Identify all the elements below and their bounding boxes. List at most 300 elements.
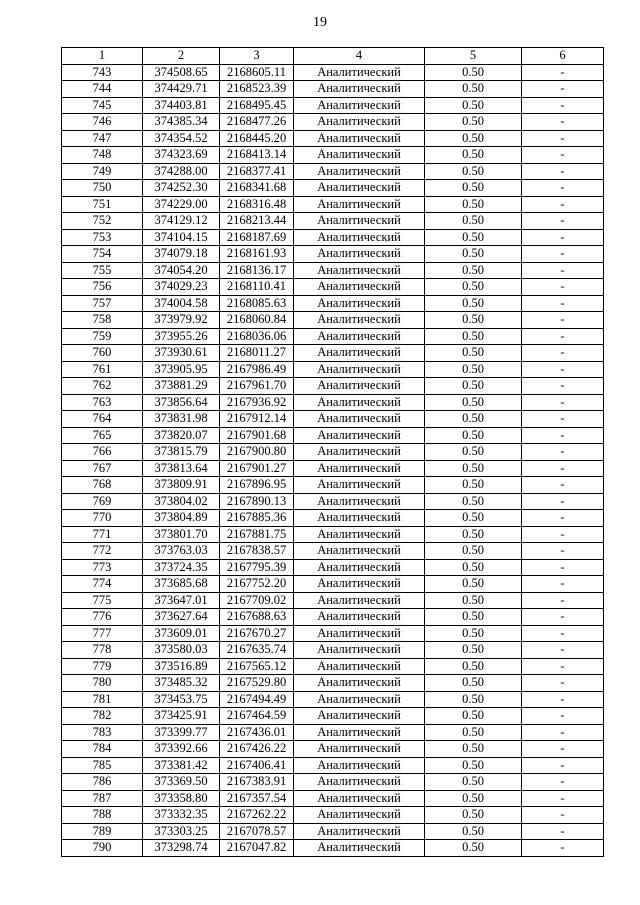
accuracy-cell: 0.50 (425, 526, 522, 543)
method-cell: Аналитический (294, 394, 425, 411)
y-coordinate-cell: 2168445.20 (220, 130, 294, 147)
header-cell-4: 4 (294, 48, 425, 65)
method-cell: Аналитический (294, 840, 425, 857)
accuracy-cell: 0.50 (425, 246, 522, 263)
table-row (62, 543, 604, 560)
x-coordinate-cell: 374429.71 (143, 81, 220, 98)
accuracy-cell: 0.50 (425, 196, 522, 213)
x-coordinate-cell: 373425.91 (143, 708, 220, 725)
method-cell: Аналитический (294, 625, 425, 642)
table-row (62, 724, 604, 741)
x-coordinate-cell: 373979.92 (143, 312, 220, 329)
point-number-cell: 768 (62, 477, 143, 494)
point-number-cell: 780 (62, 675, 143, 692)
table-row (62, 394, 604, 411)
table-row (62, 625, 604, 642)
method-cell: Аналитический (294, 345, 425, 362)
x-coordinate-cell: 373809.91 (143, 477, 220, 494)
coordinates-table (61, 47, 604, 857)
x-coordinate-cell: 373381.42 (143, 757, 220, 774)
accuracy-cell: 0.50 (425, 312, 522, 329)
method-cell: Аналитический (294, 708, 425, 725)
method-cell: Аналитический (294, 642, 425, 659)
x-coordinate-cell: 373724.35 (143, 559, 220, 576)
method-cell: Аналитический (294, 411, 425, 428)
accuracy-cell: 0.50 (425, 229, 522, 246)
point-number-cell: 766 (62, 444, 143, 461)
accuracy-cell: 0.50 (425, 774, 522, 791)
x-coordinate-cell: 374054.20 (143, 262, 220, 279)
y-coordinate-cell: 2167688.63 (220, 609, 294, 626)
note-cell: - (522, 312, 604, 329)
point-number-cell: 743 (62, 64, 143, 81)
method-cell: Аналитический (294, 64, 425, 81)
point-number-cell: 748 (62, 147, 143, 164)
accuracy-cell: 0.50 (425, 130, 522, 147)
table-row (62, 213, 604, 230)
y-coordinate-cell: 2167986.49 (220, 361, 294, 378)
table-row (62, 790, 604, 807)
method-cell: Аналитический (294, 741, 425, 758)
y-coordinate-cell: 2167357.54 (220, 790, 294, 807)
accuracy-cell: 0.50 (425, 477, 522, 494)
accuracy-cell: 0.50 (425, 295, 522, 312)
method-cell: Аналитический (294, 312, 425, 329)
y-coordinate-cell: 2168136.17 (220, 262, 294, 279)
y-coordinate-cell: 2167383.91 (220, 774, 294, 791)
point-number-cell: 754 (62, 246, 143, 263)
method-cell: Аналитический (294, 477, 425, 494)
accuracy-cell: 0.50 (425, 708, 522, 725)
method-cell: Аналитический (294, 147, 425, 164)
accuracy-cell: 0.50 (425, 510, 522, 527)
x-coordinate-cell: 373399.77 (143, 724, 220, 741)
accuracy-cell: 0.50 (425, 328, 522, 345)
point-number-cell: 759 (62, 328, 143, 345)
accuracy-cell: 0.50 (425, 97, 522, 114)
y-coordinate-cell: 2167901.68 (220, 427, 294, 444)
x-coordinate-cell: 373881.29 (143, 378, 220, 395)
y-coordinate-cell: 2167961.70 (220, 378, 294, 395)
point-number-cell: 770 (62, 510, 143, 527)
accuracy-cell: 0.50 (425, 147, 522, 164)
table-row (62, 246, 604, 263)
table-row (62, 592, 604, 609)
table-row (62, 411, 604, 428)
x-coordinate-cell: 374229.00 (143, 196, 220, 213)
table-row (62, 658, 604, 675)
method-cell: Аналитический (294, 130, 425, 147)
x-coordinate-cell: 373685.68 (143, 576, 220, 593)
point-number-cell: 769 (62, 493, 143, 510)
table-row (62, 97, 604, 114)
point-number-cell: 755 (62, 262, 143, 279)
y-coordinate-cell: 2167565.12 (220, 658, 294, 675)
table-row (62, 823, 604, 840)
x-coordinate-cell: 373930.61 (143, 345, 220, 362)
accuracy-cell: 0.50 (425, 625, 522, 642)
method-cell: Аналитический (294, 724, 425, 741)
note-cell: - (522, 213, 604, 230)
point-number-cell: 781 (62, 691, 143, 708)
point-number-cell: 751 (62, 196, 143, 213)
note-cell: - (522, 708, 604, 725)
accuracy-cell: 0.50 (425, 213, 522, 230)
x-coordinate-cell: 373955.26 (143, 328, 220, 345)
x-coordinate-cell: 374323.69 (143, 147, 220, 164)
y-coordinate-cell: 2168060.84 (220, 312, 294, 329)
x-coordinate-cell: 374385.34 (143, 114, 220, 131)
point-number-cell: 750 (62, 180, 143, 197)
point-number-cell: 764 (62, 411, 143, 428)
x-coordinate-cell: 373801.70 (143, 526, 220, 543)
note-cell: - (522, 130, 604, 147)
accuracy-cell: 0.50 (425, 823, 522, 840)
point-number-cell: 749 (62, 163, 143, 180)
y-coordinate-cell: 2167406.41 (220, 757, 294, 774)
x-coordinate-cell: 373804.02 (143, 493, 220, 510)
accuracy-cell: 0.50 (425, 460, 522, 477)
accuracy-cell: 0.50 (425, 411, 522, 428)
method-cell: Аналитический (294, 328, 425, 345)
table-row (62, 229, 604, 246)
note-cell: - (522, 279, 604, 296)
x-coordinate-cell: 374104.15 (143, 229, 220, 246)
note-cell: - (522, 658, 604, 675)
point-number-cell: 786 (62, 774, 143, 791)
method-cell: Аналитический (294, 163, 425, 180)
note-cell: - (522, 229, 604, 246)
accuracy-cell: 0.50 (425, 427, 522, 444)
table-row (62, 675, 604, 692)
table-row (62, 609, 604, 626)
x-coordinate-cell: 373647.01 (143, 592, 220, 609)
x-coordinate-cell: 373856.64 (143, 394, 220, 411)
point-number-cell: 760 (62, 345, 143, 362)
accuracy-cell: 0.50 (425, 642, 522, 659)
y-coordinate-cell: 2167896.95 (220, 477, 294, 494)
point-number-cell: 765 (62, 427, 143, 444)
method-cell: Аналитический (294, 196, 425, 213)
x-coordinate-cell: 374403.81 (143, 97, 220, 114)
table-row (62, 807, 604, 824)
x-coordinate-cell: 374508.65 (143, 64, 220, 81)
accuracy-cell: 0.50 (425, 724, 522, 741)
note-cell: - (522, 774, 604, 791)
point-number-cell: 777 (62, 625, 143, 642)
note-cell: - (522, 411, 604, 428)
method-cell: Аналитический (294, 378, 425, 395)
point-number-cell: 789 (62, 823, 143, 840)
note-cell: - (522, 840, 604, 857)
method-cell: Аналитический (294, 262, 425, 279)
table-row (62, 328, 604, 345)
table-row (62, 708, 604, 725)
x-coordinate-cell: 373369.50 (143, 774, 220, 791)
point-number-cell: 775 (62, 592, 143, 609)
method-cell: Аналитический (294, 510, 425, 527)
note-cell: - (522, 823, 604, 840)
y-coordinate-cell: 2168213.44 (220, 213, 294, 230)
point-number-cell: 782 (62, 708, 143, 725)
method-cell: Аналитический (294, 114, 425, 131)
x-coordinate-cell: 373609.01 (143, 625, 220, 642)
header-cell-2: 2 (143, 48, 220, 65)
table-row (62, 81, 604, 98)
y-coordinate-cell: 2167900.80 (220, 444, 294, 461)
y-coordinate-cell: 2167709.02 (220, 592, 294, 609)
table-row (62, 477, 604, 494)
note-cell: - (522, 493, 604, 510)
x-coordinate-cell: 373905.95 (143, 361, 220, 378)
note-cell: - (522, 675, 604, 692)
header-cell-6: 6 (522, 48, 604, 65)
y-coordinate-cell: 2167885.36 (220, 510, 294, 527)
point-number-cell: 778 (62, 642, 143, 659)
y-coordinate-cell: 2168477.26 (220, 114, 294, 131)
method-cell: Аналитический (294, 658, 425, 675)
note-cell: - (522, 147, 604, 164)
x-coordinate-cell: 373516.89 (143, 658, 220, 675)
table-row (62, 180, 604, 197)
point-number-cell: 767 (62, 460, 143, 477)
point-number-cell: 774 (62, 576, 143, 593)
table-row (62, 559, 604, 576)
x-coordinate-cell: 373332.35 (143, 807, 220, 824)
note-cell: - (522, 444, 604, 461)
accuracy-cell: 0.50 (425, 691, 522, 708)
y-coordinate-cell: 2168110.41 (220, 279, 294, 296)
y-coordinate-cell: 2168161.93 (220, 246, 294, 263)
point-number-cell: 779 (62, 658, 143, 675)
note-cell: - (522, 345, 604, 362)
table-row (62, 741, 604, 758)
note-cell: - (522, 543, 604, 560)
x-coordinate-cell: 373815.79 (143, 444, 220, 461)
method-cell: Аналитический (294, 213, 425, 230)
table-body (62, 64, 604, 856)
table-row (62, 444, 604, 461)
point-number-cell: 747 (62, 130, 143, 147)
y-coordinate-cell: 2168085.63 (220, 295, 294, 312)
note-cell: - (522, 180, 604, 197)
table-row (62, 163, 604, 180)
method-cell: Аналитический (294, 691, 425, 708)
table-row (62, 147, 604, 164)
method-cell: Аналитический (294, 807, 425, 824)
point-number-cell: 745 (62, 97, 143, 114)
accuracy-cell: 0.50 (425, 163, 522, 180)
method-cell: Аналитический (294, 592, 425, 609)
point-number-cell: 784 (62, 741, 143, 758)
method-cell: Аналитический (294, 361, 425, 378)
y-coordinate-cell: 2167890.13 (220, 493, 294, 510)
x-coordinate-cell: 373303.25 (143, 823, 220, 840)
table-row (62, 691, 604, 708)
table-header (62, 48, 604, 65)
point-number-cell: 761 (62, 361, 143, 378)
y-coordinate-cell: 2167436.01 (220, 724, 294, 741)
method-cell: Аналитический (294, 444, 425, 461)
note-cell: - (522, 427, 604, 444)
note-cell: - (522, 724, 604, 741)
note-cell: - (522, 642, 604, 659)
accuracy-cell: 0.50 (425, 592, 522, 609)
table-row (62, 295, 604, 312)
point-number-cell: 787 (62, 790, 143, 807)
table-row (62, 130, 604, 147)
note-cell: - (522, 246, 604, 263)
page-number: 19 (313, 15, 327, 30)
method-cell: Аналитический (294, 229, 425, 246)
x-coordinate-cell: 373804.89 (143, 510, 220, 527)
header-cell-5: 5 (425, 48, 522, 65)
note-cell: - (522, 81, 604, 98)
x-coordinate-cell: 374004.58 (143, 295, 220, 312)
x-coordinate-cell: 373358.80 (143, 790, 220, 807)
note-cell: - (522, 64, 604, 81)
note-cell: - (522, 378, 604, 395)
x-coordinate-cell: 374129.12 (143, 213, 220, 230)
point-number-cell: 756 (62, 279, 143, 296)
accuracy-cell: 0.50 (425, 114, 522, 131)
accuracy-cell: 0.50 (425, 345, 522, 362)
table-row (62, 312, 604, 329)
method-cell: Аналитический (294, 576, 425, 593)
x-coordinate-cell: 374288.00 (143, 163, 220, 180)
method-cell: Аналитический (294, 180, 425, 197)
accuracy-cell: 0.50 (425, 361, 522, 378)
accuracy-cell: 0.50 (425, 559, 522, 576)
note-cell: - (522, 757, 604, 774)
note-cell: - (522, 394, 604, 411)
y-coordinate-cell: 2167426.22 (220, 741, 294, 758)
note-cell: - (522, 361, 604, 378)
method-cell: Аналитический (294, 427, 425, 444)
y-coordinate-cell: 2167936.92 (220, 394, 294, 411)
accuracy-cell: 0.50 (425, 790, 522, 807)
note-cell: - (522, 510, 604, 527)
accuracy-cell: 0.50 (425, 543, 522, 560)
table-row (62, 526, 604, 543)
method-cell: Аналитический (294, 97, 425, 114)
note-cell: - (522, 163, 604, 180)
y-coordinate-cell: 2168605.11 (220, 64, 294, 81)
x-coordinate-cell: 373831.98 (143, 411, 220, 428)
point-number-cell: 762 (62, 378, 143, 395)
header-cell-3: 3 (220, 48, 294, 65)
accuracy-cell: 0.50 (425, 840, 522, 857)
note-cell: - (522, 559, 604, 576)
table-row (62, 345, 604, 362)
table-row (62, 840, 604, 857)
y-coordinate-cell: 2167494.49 (220, 691, 294, 708)
accuracy-cell: 0.50 (425, 609, 522, 626)
method-cell: Аналитический (294, 493, 425, 510)
y-coordinate-cell: 2167078.57 (220, 823, 294, 840)
accuracy-cell: 0.50 (425, 658, 522, 675)
note-cell: - (522, 807, 604, 824)
note-cell: - (522, 741, 604, 758)
point-number-cell: 785 (62, 757, 143, 774)
y-coordinate-cell: 2168495.45 (220, 97, 294, 114)
point-number-cell: 757 (62, 295, 143, 312)
method-cell: Аналитический (294, 460, 425, 477)
accuracy-cell: 0.50 (425, 180, 522, 197)
point-number-cell: 746 (62, 114, 143, 131)
header-cell-1: 1 (62, 48, 143, 65)
table-row (62, 493, 604, 510)
accuracy-cell: 0.50 (425, 262, 522, 279)
y-coordinate-cell: 2168523.39 (220, 81, 294, 98)
table-row (62, 196, 604, 213)
method-cell: Аналитический (294, 675, 425, 692)
accuracy-cell: 0.50 (425, 444, 522, 461)
y-coordinate-cell: 2167262.22 (220, 807, 294, 824)
note-cell: - (522, 97, 604, 114)
y-coordinate-cell: 2167752.20 (220, 576, 294, 593)
x-coordinate-cell: 373298.74 (143, 840, 220, 857)
note-cell: - (522, 609, 604, 626)
table-row (62, 774, 604, 791)
y-coordinate-cell: 2167047.82 (220, 840, 294, 857)
point-number-cell: 771 (62, 526, 143, 543)
x-coordinate-cell: 373763.03 (143, 543, 220, 560)
accuracy-cell: 0.50 (425, 675, 522, 692)
y-coordinate-cell: 2167838.57 (220, 543, 294, 560)
note-cell: - (522, 790, 604, 807)
note-cell: - (522, 625, 604, 642)
accuracy-cell: 0.50 (425, 64, 522, 81)
y-coordinate-cell: 2167529.80 (220, 675, 294, 692)
x-coordinate-cell: 374029.23 (143, 279, 220, 296)
x-coordinate-cell: 373820.07 (143, 427, 220, 444)
accuracy-cell: 0.50 (425, 493, 522, 510)
accuracy-cell: 0.50 (425, 741, 522, 758)
point-number-cell: 752 (62, 213, 143, 230)
point-number-cell: 788 (62, 807, 143, 824)
point-number-cell: 773 (62, 559, 143, 576)
note-cell: - (522, 477, 604, 494)
note-cell: - (522, 262, 604, 279)
x-coordinate-cell: 373485.32 (143, 675, 220, 692)
x-coordinate-cell: 373813.64 (143, 460, 220, 477)
method-cell: Аналитический (294, 774, 425, 791)
point-number-cell: 758 (62, 312, 143, 329)
note-cell: - (522, 592, 604, 609)
note-cell: - (522, 114, 604, 131)
table-row (62, 757, 604, 774)
accuracy-cell: 0.50 (425, 807, 522, 824)
method-cell: Аналитический (294, 295, 425, 312)
x-coordinate-cell: 373453.75 (143, 691, 220, 708)
method-cell: Аналитический (294, 543, 425, 560)
table-row (62, 460, 604, 477)
point-number-cell: 763 (62, 394, 143, 411)
table-row (62, 64, 604, 81)
note-cell: - (522, 328, 604, 345)
y-coordinate-cell: 2168341.68 (220, 180, 294, 197)
method-cell: Аналитический (294, 81, 425, 98)
table-row (62, 262, 604, 279)
y-coordinate-cell: 2167464.59 (220, 708, 294, 725)
y-coordinate-cell: 2168187.69 (220, 229, 294, 246)
table-row (62, 279, 604, 296)
table-row (62, 427, 604, 444)
note-cell: - (522, 460, 604, 477)
method-cell: Аналитический (294, 790, 425, 807)
y-coordinate-cell: 2167912.14 (220, 411, 294, 428)
